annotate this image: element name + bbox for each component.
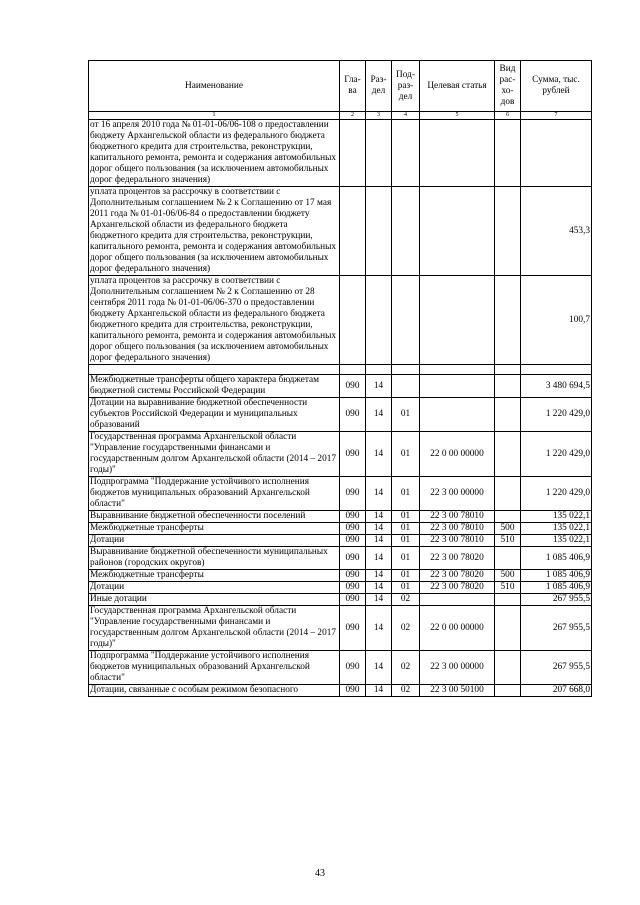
row-name: Подпрограмма "Поддержание устойчивого исполнения бюджетов муниципальных образований Архангельской области" [89, 651, 340, 685]
table-row [89, 594, 592, 606]
row-sum: 1 085 406,9 [521, 547, 592, 570]
row-sum: 135 022,1 [521, 523, 592, 535]
row-sum: 1 085 406,9 [521, 582, 592, 594]
row-target [420, 365, 495, 375]
row-chapter: 090 [340, 511, 366, 523]
row-target: 22 3 00 00000 [420, 651, 495, 685]
row-sum: 267 955,5 [521, 651, 592, 685]
row-target: 22 0 00 00000 [420, 432, 495, 477]
row-chapter: 090 [340, 651, 366, 685]
row-subsection: 01 [392, 477, 420, 511]
row-section [366, 276, 392, 365]
row-chapter [340, 120, 366, 187]
row-chapter: 090 [340, 582, 366, 594]
row-name: Государственная программа Архангельской области "Управление государственными финансами и государственным долгом Архангельской области (2014 – 2017 годы)" [89, 432, 340, 477]
row-name: Иные дотации [89, 594, 340, 606]
row-chapter: 090 [340, 685, 366, 697]
table-row [89, 120, 592, 187]
row-section: 14 [366, 477, 392, 511]
table-row [89, 187, 592, 276]
row-subsection: 02 [392, 651, 420, 685]
table-row [89, 606, 592, 651]
column-number-row [89, 112, 592, 120]
header-row [89, 61, 592, 112]
row-sum: 100,7 [521, 276, 592, 365]
row-name: Дотации на выравнивание бюджетной обеспеченности субъектов Российской Федерации и муниципальных образований [89, 398, 340, 432]
row-subsection [392, 375, 420, 398]
row-chapter [340, 187, 366, 276]
header-name: Наименование [89, 61, 340, 112]
row-sum: 1 220 429,0 [521, 398, 592, 432]
row-subsection: 01 [392, 511, 420, 523]
row-target: 22 3 00 78020 [420, 547, 495, 570]
row-chapter: 090 [340, 570, 366, 582]
row-sum: 207 668,0 [521, 685, 592, 697]
row-sum: 3 480 694,5 [521, 375, 592, 398]
row-name: Государственная программа Архангельской области "Управление государственными финансами и государственным долгом Архангельской области (2014 – 2017 годы)" [89, 606, 340, 651]
row-target: 22 3 00 00000 [420, 477, 495, 511]
row-expense-type [495, 187, 521, 276]
row-sum: 135 022,1 [521, 535, 592, 547]
table-body [89, 120, 592, 697]
row-name: Выравнивание бюджетной обеспеченности муниципальных районов (городских округов) [89, 547, 340, 570]
row-sum: 1 220 429,0 [521, 477, 592, 511]
header-sum: Сумма, тыс. рублей [521, 61, 592, 112]
row-target [420, 120, 495, 187]
row-section: 14 [366, 535, 392, 547]
row-section: 14 [366, 594, 392, 606]
row-expense-type [495, 365, 521, 375]
row-section: 14 [366, 547, 392, 570]
row-sum: 267 955,5 [521, 594, 592, 606]
row-expense-type [495, 651, 521, 685]
table-row [89, 651, 592, 685]
row-target: 22 3 00 78010 [420, 535, 495, 547]
row-subsection: 01 [392, 523, 420, 535]
row-subsection: 02 [392, 594, 420, 606]
column-number: 5 [420, 112, 495, 120]
table-row [89, 547, 592, 570]
row-target [420, 398, 495, 432]
column-number: 3 [366, 112, 392, 120]
column-number: 6 [495, 112, 521, 120]
row-name: Выравнивание бюджетной обеспеченности поселений [89, 511, 340, 523]
row-subsection: 02 [392, 606, 420, 651]
budget-table [88, 60, 592, 697]
header-chapter: Гла-ва [340, 61, 366, 112]
row-section: 14 [366, 432, 392, 477]
row-name: Межбюджетные трансферты общего характера бюджетам бюджетной системы Российской Федерации [89, 375, 340, 398]
header-subsection: Под-раз-дел [392, 61, 420, 112]
table-row [89, 523, 592, 535]
row-name: Межбюджетные трансферты [89, 570, 340, 582]
row-target [420, 594, 495, 606]
row-target [420, 276, 495, 365]
row-name: Межбюджетные трансферты [89, 523, 340, 535]
row-expense-type [495, 398, 521, 432]
row-sum [521, 120, 592, 187]
header-expense-type: Вид рас-хо-дов [495, 61, 521, 112]
row-expense-type: 510 [495, 582, 521, 594]
column-number: 4 [392, 112, 420, 120]
row-sum: 1 220 429,0 [521, 432, 592, 477]
spacer-row [89, 365, 592, 375]
row-target [420, 375, 495, 398]
row-subsection: 01 [392, 570, 420, 582]
row-sum [521, 365, 592, 375]
row-expense-type [495, 685, 521, 697]
row-section: 14 [366, 582, 392, 594]
row-subsection: 01 [392, 535, 420, 547]
row-expense-type [495, 547, 521, 570]
row-target: 22 3 00 50100 [420, 685, 495, 697]
row-subsection [392, 187, 420, 276]
row-expense-type [495, 477, 521, 511]
row-chapter [340, 276, 366, 365]
row-section: 14 [366, 523, 392, 535]
row-subsection [392, 365, 420, 375]
row-expense-type [495, 432, 521, 477]
table-row [89, 432, 592, 477]
row-subsection [392, 120, 420, 187]
row-name: Дотации, связанные с особым режимом безопасного [89, 685, 340, 697]
row-chapter [340, 365, 366, 375]
row-chapter: 090 [340, 535, 366, 547]
row-section: 14 [366, 570, 392, 582]
column-number: 1 [89, 112, 340, 120]
page-number: 43 [315, 868, 325, 879]
row-expense-type [495, 120, 521, 187]
row-section: 14 [366, 606, 392, 651]
row-expense-type: 500 [495, 570, 521, 582]
row-section: 14 [366, 398, 392, 432]
row-name: Подпрограмма "Поддержание устойчивого исполнения бюджетов муниципальных образований Архангельской области" [89, 477, 340, 511]
row-target: 22 3 00 78010 [420, 511, 495, 523]
row-name [89, 365, 340, 375]
row-chapter: 090 [340, 432, 366, 477]
row-name: уплата процентов за рассрочку в соответствии с Дополнительным соглашением № 2 к Соглашению от 17 мая 2011 года № 01-01-06/06-84 о предоставлении бюджету Архангельской области из федерального бюджета бюджетного кредита для строительства, реконструкции, капитального ремонта, ремонта и содержания автомобильных дорог общего пользования (за исключением автомобильных дорог федерального значения) [89, 187, 340, 276]
row-expense-type [495, 606, 521, 651]
row-expense-type [495, 594, 521, 606]
table-row [89, 375, 592, 398]
row-subsection: 01 [392, 582, 420, 594]
table-row [89, 570, 592, 582]
header-target: Целевая статья [420, 61, 495, 112]
row-expense-type [495, 375, 521, 398]
row-section [366, 365, 392, 375]
row-chapter: 090 [340, 594, 366, 606]
table-row [89, 477, 592, 511]
row-expense-type: 510 [495, 535, 521, 547]
row-name: Дотации [89, 535, 340, 547]
row-chapter: 090 [340, 606, 366, 651]
row-target: 22 3 00 78010 [420, 523, 495, 535]
row-target: 22 3 00 78020 [420, 570, 495, 582]
row-sum: 267 955,5 [521, 606, 592, 651]
row-expense-type: 500 [495, 523, 521, 535]
row-subsection [392, 276, 420, 365]
row-subsection: 01 [392, 432, 420, 477]
table-row [89, 511, 592, 523]
row-target: 22 3 00 78020 [420, 582, 495, 594]
row-name: Дотации [89, 582, 340, 594]
table-row [89, 276, 592, 365]
row-sum: 135 022,1 [521, 511, 592, 523]
table-row [89, 398, 592, 432]
row-subsection: 01 [392, 398, 420, 432]
row-sum: 453,3 [521, 187, 592, 276]
row-expense-type [495, 276, 521, 365]
header-section: Раз-дел [366, 61, 392, 112]
table-row [89, 685, 592, 697]
row-target: 22 0 00 00000 [420, 606, 495, 651]
column-number: 7 [521, 112, 592, 120]
row-chapter: 090 [340, 375, 366, 398]
row-section: 14 [366, 375, 392, 398]
table-row [89, 535, 592, 547]
row-name: уплата процентов за рассрочку в соответствии с Дополнительным соглашением № 2 к Соглашению от 28 сентября 2011 года № 01-01-06/06-370 о предоставлении бюджету Архангельской области из федерального бюджета бюджетного кредита для строительства, реконструкции, капитального ремонта, ремонта и содержания автомобильных дорог общего пользования (за исключением автомобильных дорог федерального значения) [89, 276, 340, 365]
row-section [366, 187, 392, 276]
row-section [366, 120, 392, 187]
row-chapter: 090 [340, 398, 366, 432]
row-sum: 1 085 406,9 [521, 570, 592, 582]
row-chapter: 090 [340, 523, 366, 535]
row-section: 14 [366, 685, 392, 697]
table-row [89, 582, 592, 594]
row-subsection: 02 [392, 685, 420, 697]
row-chapter: 090 [340, 547, 366, 570]
row-expense-type [495, 511, 521, 523]
row-section: 14 [366, 511, 392, 523]
row-name: от 16 апреля 2010 года № 01-01-06/06-108 о предоставлении бюджету Архангельской области из федерального бюджета бюджетного кредита для строительства, реконструкции, капитального ремонта, ремонта и содержания автомобильных дорог общего пользования (за исключением автомобильных дорог федерального значения) [89, 120, 340, 187]
row-subsection: 01 [392, 547, 420, 570]
row-target [420, 187, 495, 276]
row-section: 14 [366, 651, 392, 685]
column-number: 2 [340, 112, 366, 120]
row-chapter: 090 [340, 477, 366, 511]
